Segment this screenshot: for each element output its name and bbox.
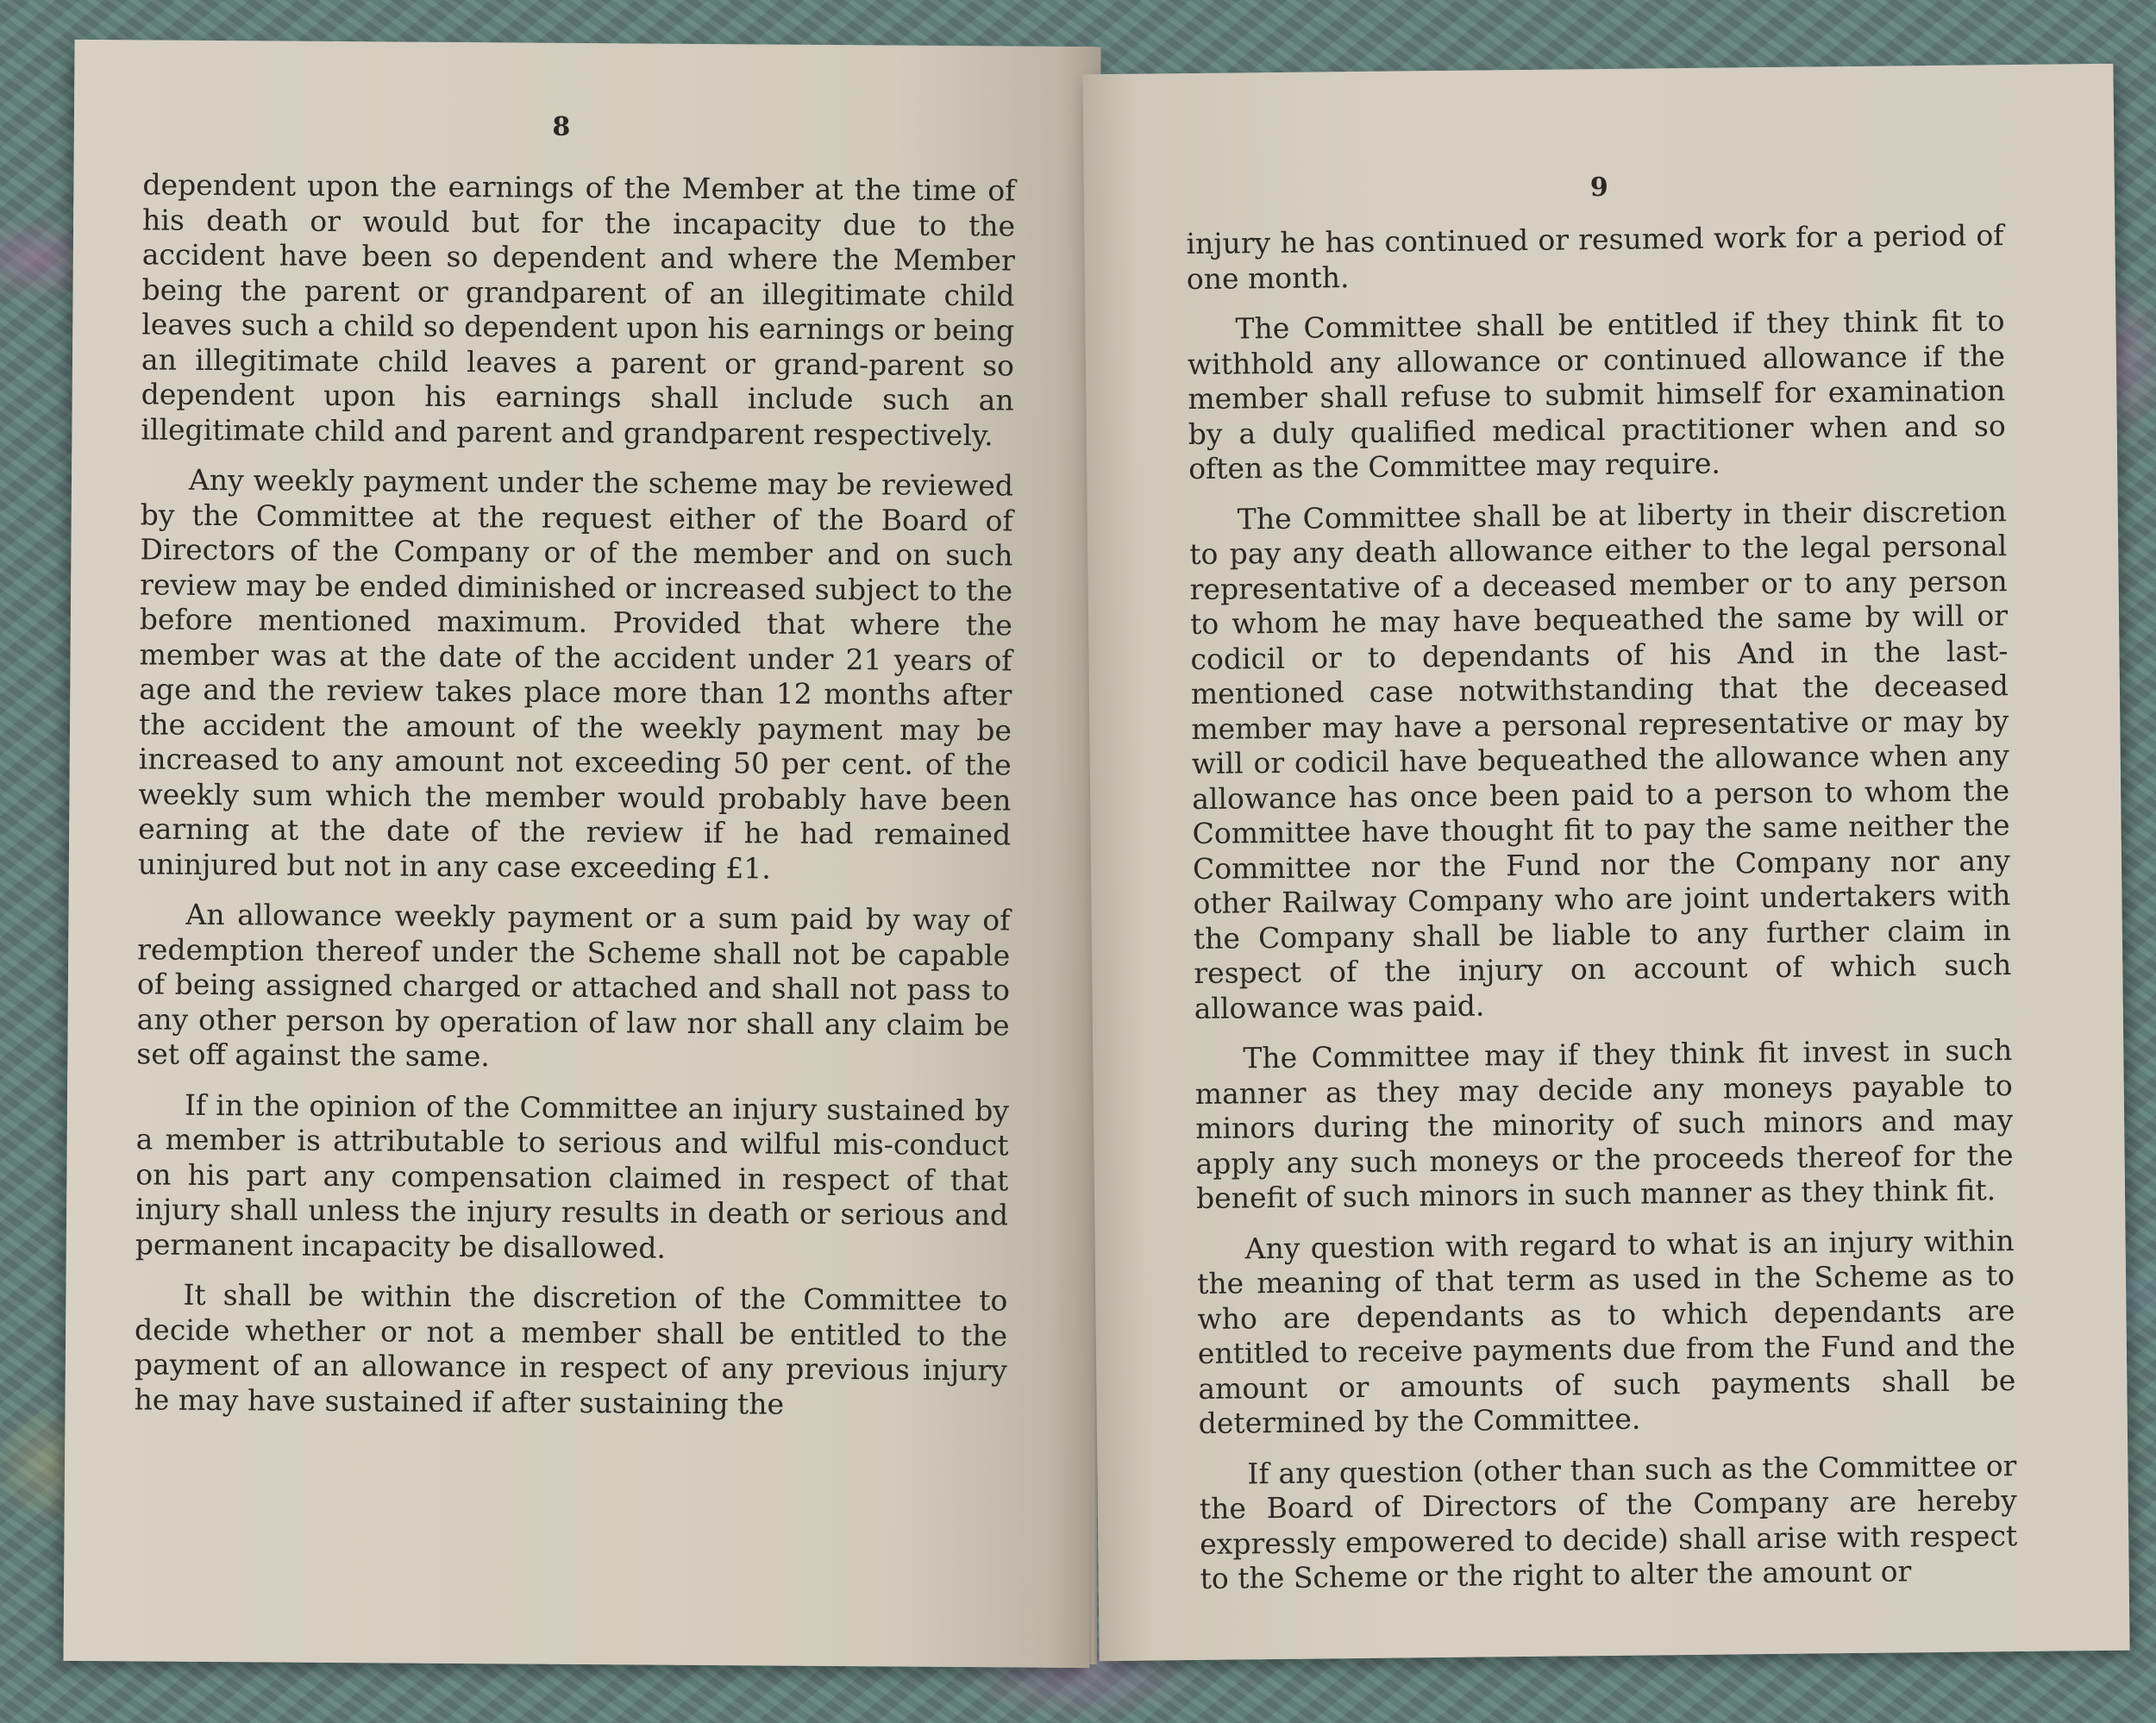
right-paragraph-1: injury he has continued or resumed work for a period of one month. [1186, 218, 2004, 296]
page-number-right: 9 [1589, 172, 1608, 204]
right-paragraph-3: The Committee shall be at liberty in their discretion to pay any death allowance either to the legal personal representative of a deceased member or to any person to whom he may have bequeathed the same by will or codicil or to dependants of his And in the last-mentioned case notwithstanding that the deceased member may have a personal representative or may by will or codicil have bequeathed the allowance when any allowance has once been paid to a person to whom the Committee have thought fit to pay the same neither the Committee nor the Fund nor the Company nor any other Railway Company who are joint undertakers with the Company shall be liable to any further claim in respect of the injury on account of which such allowance was paid. [1189, 493, 2012, 1025]
right-paragraph-5: Any question with regard to what is an injury within the meaning of that term as used in the Scheme as to who are dependants as to which dependants are entitled to receive payments due from the Fund and the amount or amounts of such payments shall be determined by the Committee. [1196, 1223, 2016, 1440]
right-page [1082, 64, 2129, 1661]
left-page [63, 40, 1100, 1668]
left-paragraph-3: An allowance weekly payment or a sum paid by way of redemption thereof under the Scheme shall not be capable of being assigned charged or attached and shall not pass to any other person by operation of law nor shall any claim be set off against the same. [136, 897, 1011, 1074]
left-paragraph-5: It shall be within the discretion of the Committee to decide whether or not a member shall be entitled to the payment of an allowance in respect of any previous injury he may have sustained if after sustaining the [134, 1277, 1008, 1421]
page-number-left: 8 [552, 111, 571, 142]
right-page-text [1186, 218, 2018, 1612]
left-paragraph-2: Any weekly payment under the scheme may be reviewed by the Committee at the request either of the Board of Directors of the Company or of the member and on such review may be ended diminished or increased subject to the before mentioned maximum. Provided that where the member was at the date of the accident under 21 years of age and the review takes place more than 12 months after the accident the amount of the weekly payment may be increased to any amount not exceeding 50 per cent. of the weekly sum which the member would probably have been earning at the date of the review if he had remained uninjured but not in any case exceeding £1. [137, 462, 1014, 886]
left-page-text [134, 167, 1015, 1438]
left-paragraph-4: If in the opinion of the Committee an injury sustained by a member is attributable to serious and wilful mis-conduct on his part any compensation claimed in respect of that injury shall unless the injury results in death or serious and permanent incapacity be disallowed. [135, 1087, 1010, 1265]
left-paragraph-1: dependent upon the earnings of the Member at the time of his death or would but for the incapacity due to the accident have been so dependent and where the Member being the parent or grandparent of an illegitimate child leaves such a child so dependent upon his earnings or being an illegitimate child leaves a parent or grand-parent so dependent upon his earnings shall include such an illegitimate child and parent and grandparent respectively. [141, 167, 1016, 452]
right-paragraph-4: The Committee may if they think fit invest in such manner as they may decide any moneys payable to minors during the minority of such minors and may apply any such moneys or the proceeds thereof for the benefit of such minors in such manner as they think fit. [1194, 1033, 2014, 1215]
right-paragraph-2: The Committee shall be entitled if they think fit to withhold any allowance or continued allowance if the member shall refuse to submit himself for examination by a duly qualified medical practitioner when and so often as the Committee may require. [1187, 304, 2006, 486]
right-paragraph-6: If any question (other than such as the Committee or the Board of Directors of the Company are hereby expressly empowered to decide) shall arise with respect to the Scheme or the right to alter the amount or [1199, 1448, 2018, 1595]
